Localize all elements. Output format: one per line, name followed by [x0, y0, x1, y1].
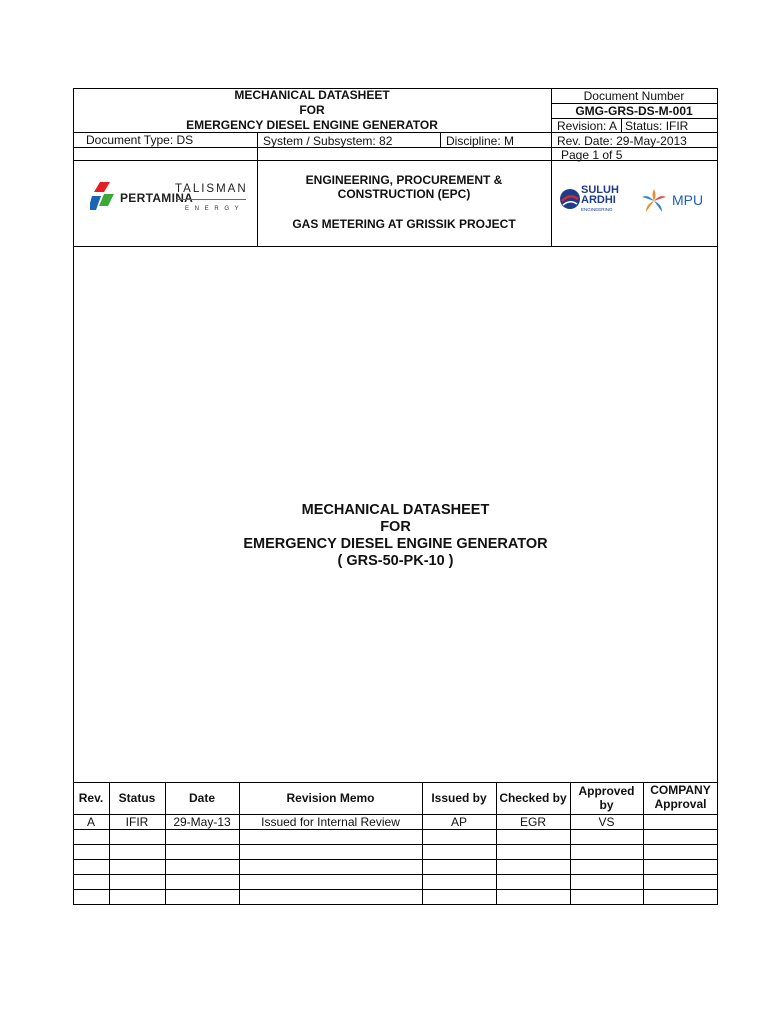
- rev-table-line: [73, 874, 718, 875]
- status-field: Status: IFIR: [625, 119, 689, 133]
- row-a-checked: EGR: [519, 815, 546, 829]
- col-header-rev: Rev.: [78, 791, 104, 805]
- row-a-approved: VS: [598, 815, 615, 829]
- col-header-memo: Revision Memo: [286, 791, 375, 805]
- col-header-status: Status: [118, 791, 156, 805]
- discipline: Discipline: M: [446, 134, 515, 148]
- header-divider: [621, 118, 622, 132]
- row-a-issued: AP: [450, 815, 467, 829]
- main-title-line1: MECHANICAL DATASHEET: [301, 502, 490, 518]
- suluh-ardhi-logo-icon: [559, 185, 581, 213]
- col-header-issued: Issued by: [431, 791, 487, 805]
- document-number: GMG-GRS-DS-M-001: [575, 104, 693, 118]
- talisman-logo-text: TALISMAN: [175, 183, 248, 195]
- suluh-logo-line2: ARDHI: [581, 194, 616, 206]
- pertamina-logo-text: PERTAMINA: [120, 191, 194, 205]
- row-a-status: IFIR: [125, 815, 149, 829]
- col-header-company-line1: COMPANY: [650, 783, 711, 797]
- mpu-logo-text: MPU: [672, 192, 704, 208]
- col-header-company-line2: Approval: [654, 797, 707, 811]
- rev-table-line: [73, 889, 718, 890]
- col-header-approved-line1: Approved: [578, 784, 635, 798]
- rev-table-line: [73, 859, 718, 860]
- rev-table-line: [73, 782, 718, 783]
- main-title-line4: ( GRS-50-PK-10 ): [337, 553, 454, 569]
- rev-date: Rev. Date: 29-May-2013: [557, 134, 687, 148]
- col-header-approved-line2: by: [599, 798, 614, 812]
- header-line: [73, 246, 718, 247]
- talisman-energy-text: E N E R G Y: [185, 206, 241, 212]
- header-divider: [551, 160, 552, 246]
- main-title-line2: FOR: [380, 519, 411, 535]
- frame-bottom-border: [73, 904, 718, 905]
- rev-table-line: [73, 829, 718, 830]
- mpu-logo-icon: [637, 187, 671, 215]
- col-header-date: Date: [188, 791, 215, 805]
- talisman-logo-rule: [176, 199, 246, 200]
- project-name: GAS METERING AT GRISSIK PROJECT: [292, 217, 516, 231]
- doc-title-line2: FOR: [299, 103, 325, 117]
- revision-field: Revision: A: [557, 119, 618, 133]
- doc-title-line1: MECHANICAL DATASHEET: [234, 88, 390, 102]
- rev-table-line: [73, 844, 718, 845]
- pertamina-logo-icon: [90, 180, 120, 212]
- document-number-label: Document Number: [583, 89, 685, 103]
- row-a-rev: A: [86, 815, 95, 829]
- col-header-checked: Checked by: [499, 791, 567, 805]
- main-title-line3: EMERGENCY DIESEL ENGINE GENERATOR: [243, 536, 548, 552]
- suluh-logo-line1: SULUH: [581, 184, 619, 196]
- row-a-date: 29-May-13: [173, 815, 231, 829]
- row-a-memo: Issued for Internal Review: [261, 815, 400, 829]
- epc-line1: ENGINEERING, PROCUREMENT &: [305, 173, 503, 187]
- suluh-logo-line3: ENGINEERING: [581, 207, 613, 212]
- document-type: Document Type: DS: [86, 133, 194, 147]
- page-number: Page 1 of 5: [561, 148, 623, 162]
- doc-title-line3: EMERGENCY DIESEL ENGINE GENERATOR: [186, 118, 438, 132]
- system-subsystem: System / Subsystem: 82: [263, 134, 393, 148]
- epc-line2: CONSTRUCTION (EPC): [337, 187, 471, 201]
- header-divider: [440, 132, 441, 147]
